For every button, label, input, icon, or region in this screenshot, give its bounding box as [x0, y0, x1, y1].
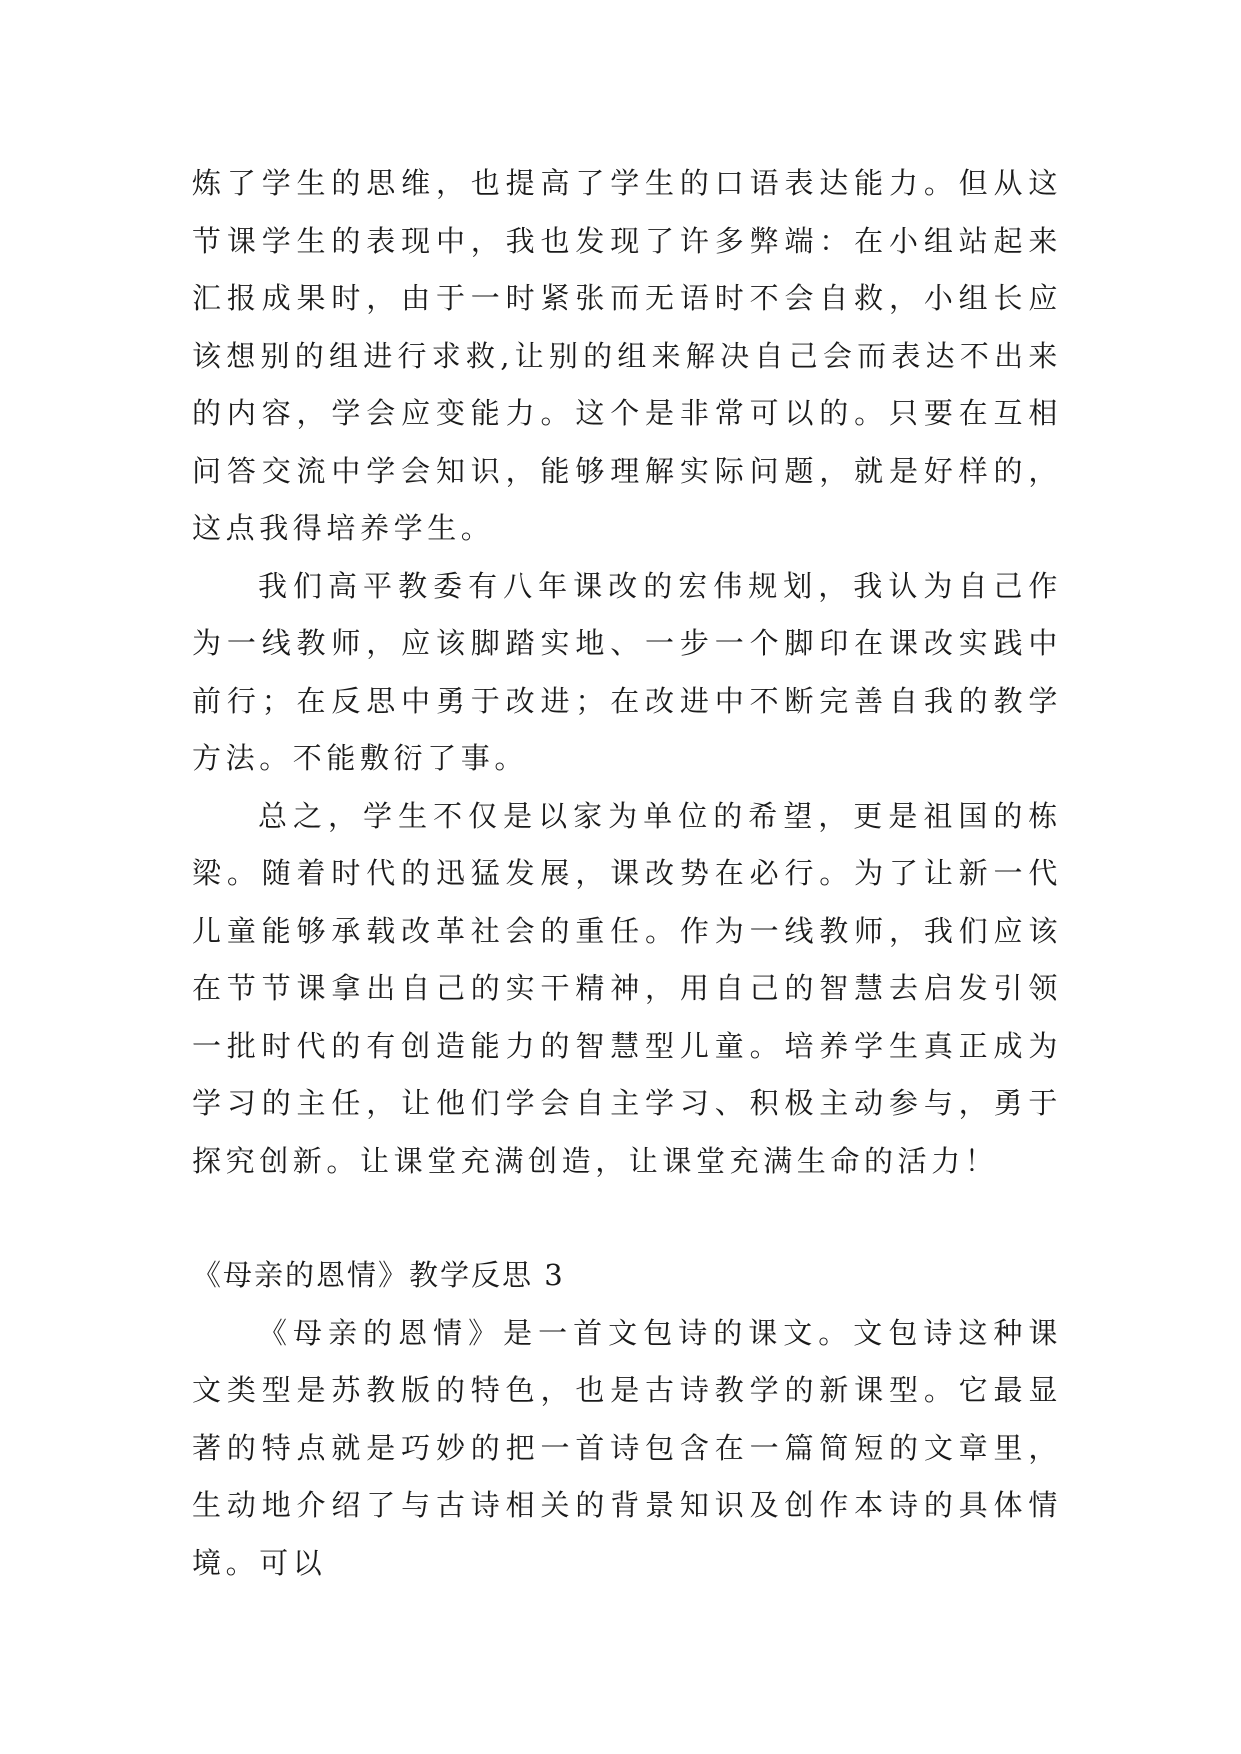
paragraph-4: 《母亲的恩情》是一首文包诗的课文。文包诗这种课文类型是苏教版的特色，也是古诗教学的新课型。它最显著的特点就是巧妙的把一首诗包含在一篇简短的文章里，生动地介绍了与古诗相关的背景知识及创作本诗的具体情境。可以 — [192, 1315, 1062, 1580]
paragraph-3: 总之，学生不仅是以家为单位的希望，更是祖国的栋梁。随着时代的迅猛发展，课改势在必行。为了让新一代儿童能够承载改革社会的重任。作为一线教师，我们应该在节节课拿出自己的实干精神，用自己的智慧去启发引领一批时代的有创造能力的智慧型儿童。培养学生真正成为学习的主任，让他们学会自主学习、积极主动参与，勇于探究创新。让课堂充满创造，让课堂充满生命的活力！ — [192, 798, 1062, 1178]
paragraph-2: 我们高平教委有八年课改的宏伟规划，我认为自己作为一线教师，应该脚踏实地、一步一个脚印在课改实践中前行；在反思中勇于改进；在改进中不断完善自我的教学方法。不能敷衍了事。 — [192, 568, 1062, 775]
section-spacer — [192, 1190, 1062, 1247]
document-body — [192, 155, 1062, 1592]
paragraph-1: 炼了学生的思维，也提高了学生的口语表达能力。但从这节课学生的表现中，我也发现了许多弊端：在小组站起来汇报成果时，由于一时紧张而无语时不会自救，小组长应该想别的组进行求救,让别的组来解决自己会而表达不出来的内容，学会应变能力。这个是非常可以的。只要在互相问答交流中学会知识，能够理解实际问题，就是好样的，这点我得培养学生。 — [192, 166, 1062, 545]
section-title: 《母亲的恩情》教学反思 3 — [192, 1258, 565, 1292]
